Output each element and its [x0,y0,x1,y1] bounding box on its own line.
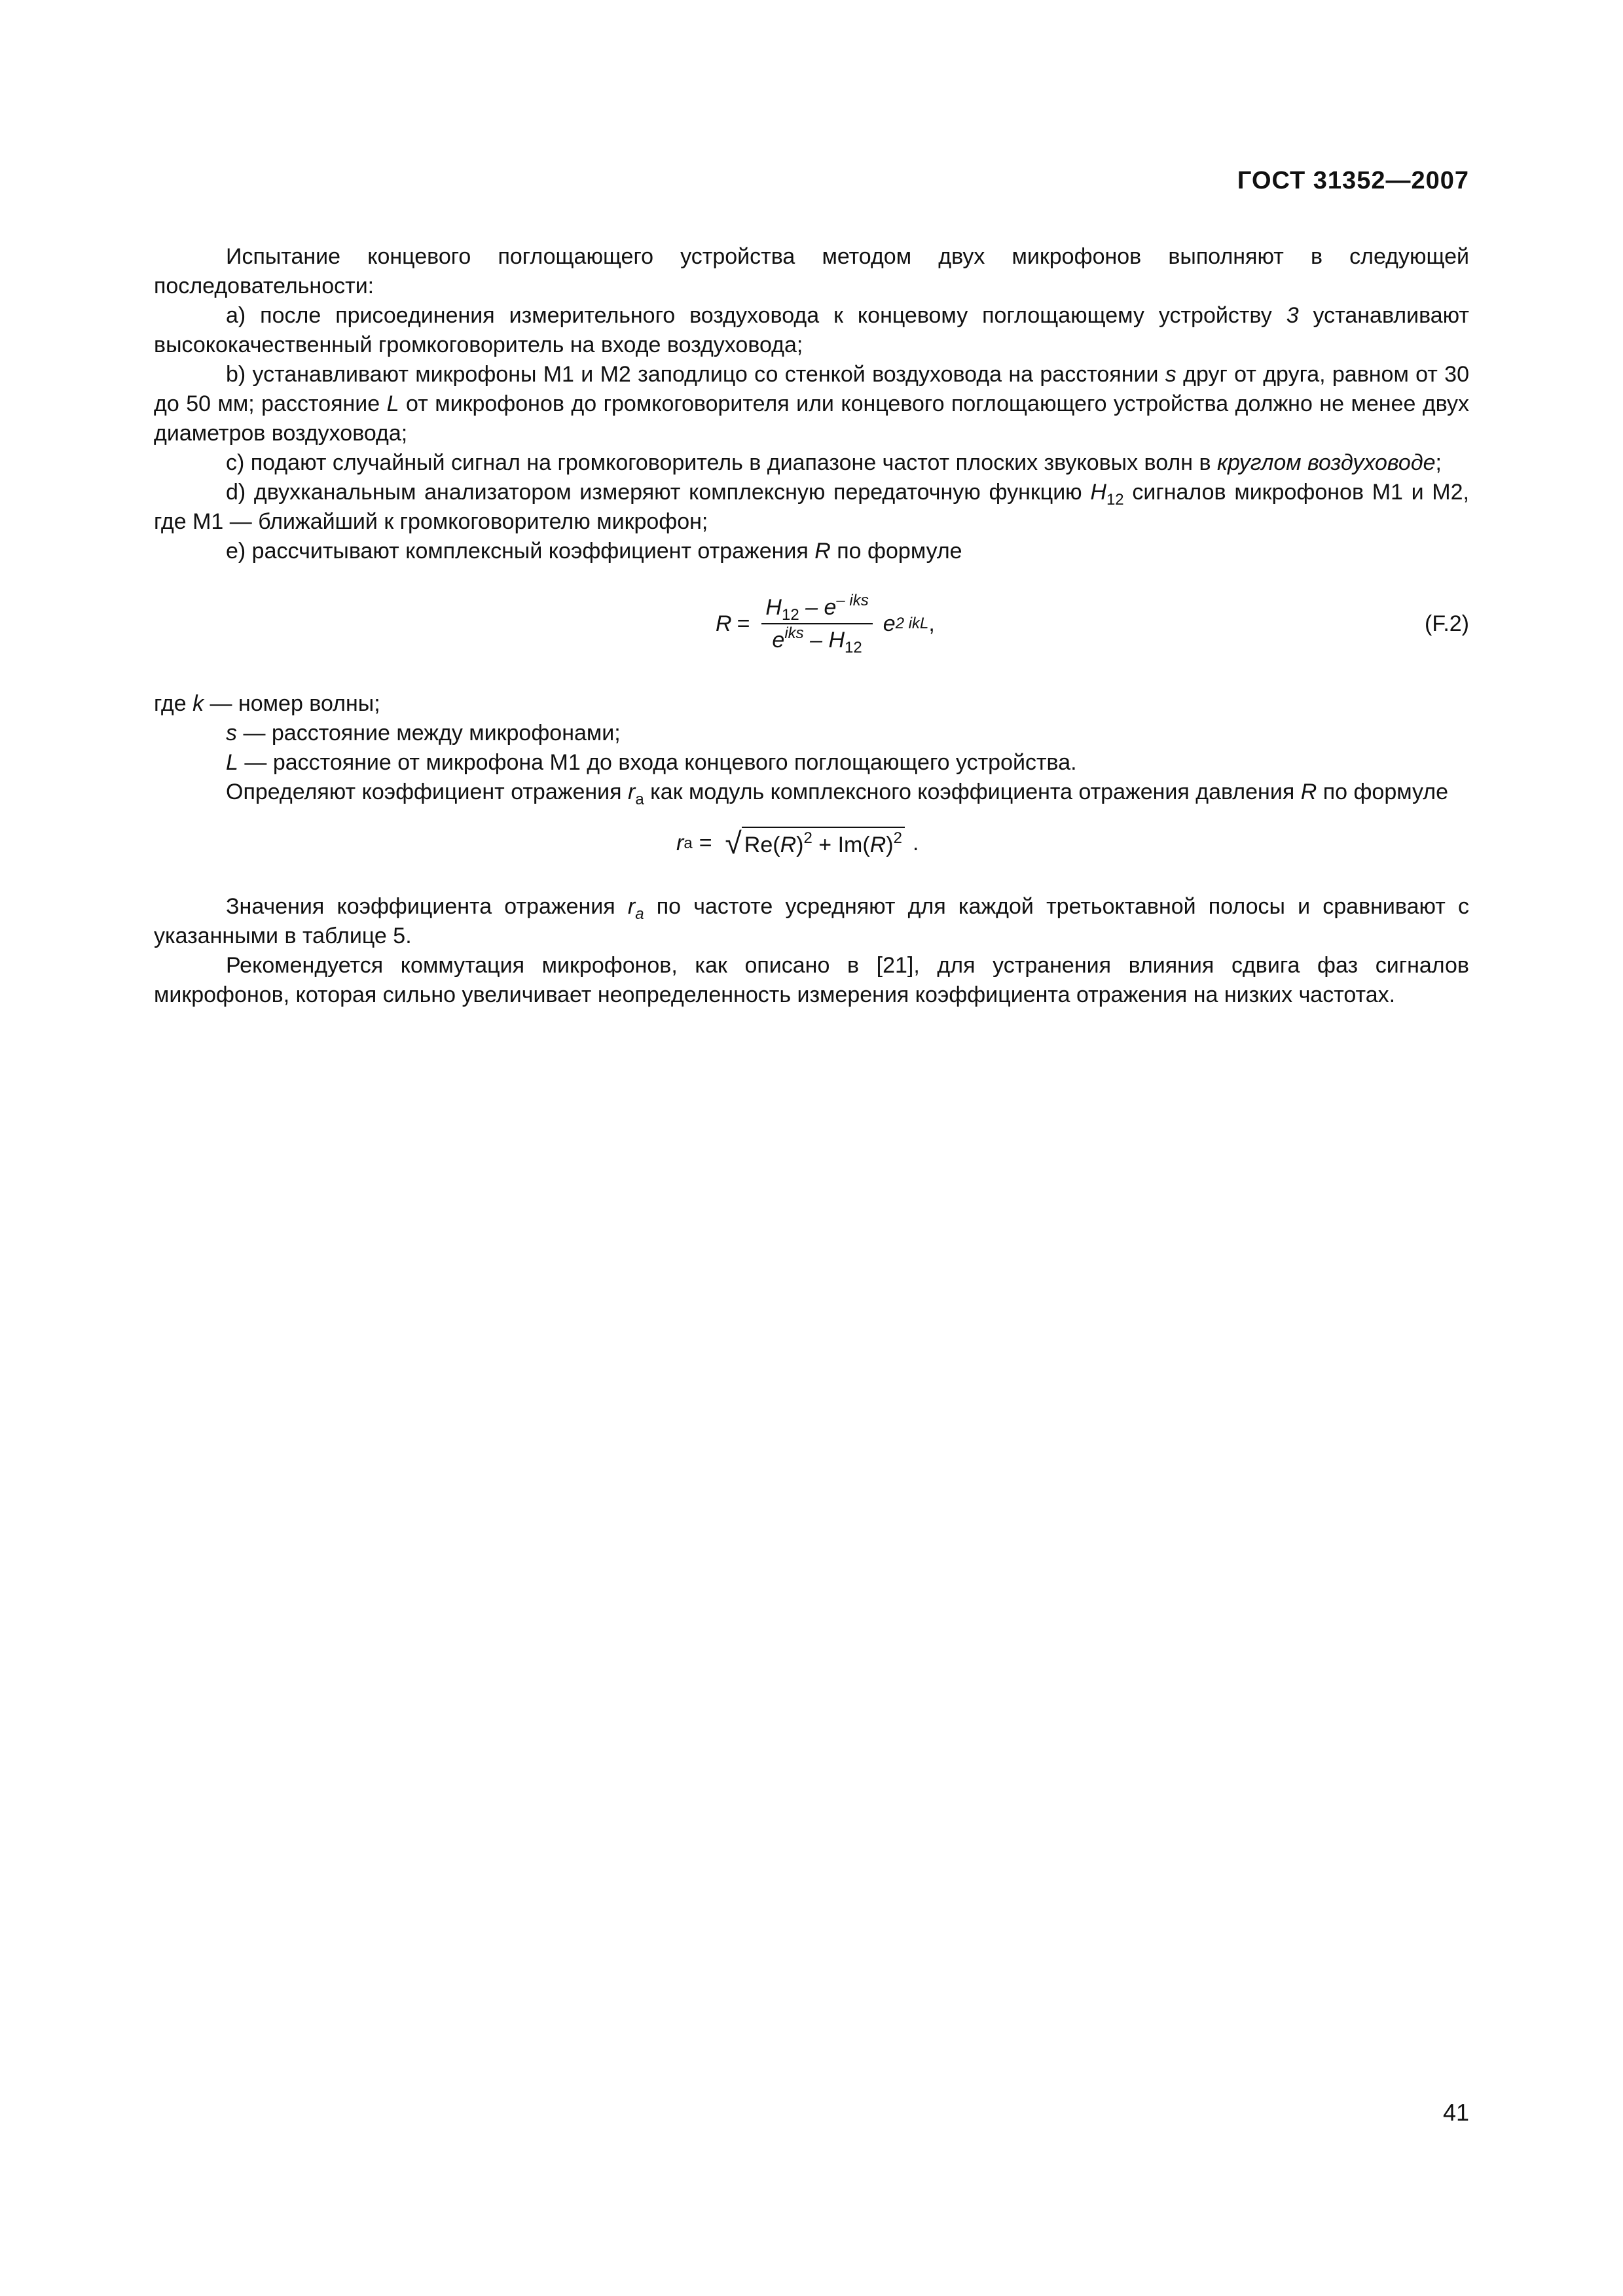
formula-f2-denominator [768,624,866,656]
define-R-symbol: R [1300,780,1317,804]
page-number: 41 [1442,2099,1469,2126]
step-d-text-2: сигналов микрофонов М1 и М2, где М1 — ближайший к громкоговорителю микрофон; [154,480,1469,534]
values-text-1: Значения коэффициента отражения [226,894,628,919]
values-text-2: по частоте усредняют для каждой третьоктавной полосы и сравнивают с указанными в таблице 5. [154,894,1469,948]
formula-f2 [154,584,1469,663]
step-b-text-3: от микрофонов до громкоговорителя или концевого поглощающего устройства должно не менее двух диаметров воздуховода; [154,391,1469,446]
step-a [154,301,1469,360]
formula-f2-multiplier: e [883,611,896,636]
formula-f2-numerator [761,594,872,624]
num-minus-e: – e [799,595,837,620]
where-L-desc: — расстояние от микрофона М1 до входа концевого поглощающего устройства. [238,750,1077,775]
where-s-desc: — расстояние между микрофонами; [237,721,621,745]
step-b-text-1: b) устанавливают микрофоны М1 и М2 заподлицо со стенкой воздуховода на расстоянии [226,362,1165,387]
where-s-symbol: s [226,721,237,745]
step-b [154,360,1469,448]
num-H: H [765,595,782,620]
define-r-symbol: r [628,780,636,804]
formula-ra [154,820,1469,872]
formula-f2-expression: R = $\frac{H_{12} - e^{- iks}}{e^{iks} - H_{12}}$ e 2 ikL , [716,592,935,656]
step-a-text-2: устанавливают высококачественный громкоговоритель на входе воздуховода; [154,303,1469,357]
formula-ra-equals: = [699,831,712,855]
symbol-H: H [1090,480,1106,505]
formula-f2-number: (F.2) [1425,611,1469,636]
step-c-text-2: ; [1435,450,1442,475]
values-r-subscript: a [635,905,644,923]
step-d-text-1: d) двухканальным анализатором измеряют комплексную передаточную функцию [226,480,1091,505]
define-text-3: по формуле [1317,780,1449,804]
where-k [154,689,1469,719]
step-d [154,478,1469,537]
where-L-symbol: L [226,750,238,775]
symbol-L: L [386,391,399,416]
radicand-sup2: 2 [893,829,902,847]
den-minus-H: – H [803,628,845,653]
step-c-text-1: с) подают случайный сигнал на громкоговоритель в диапазоне частот плоских звуковых волн в [226,450,1217,475]
values-paragraph [154,892,1469,951]
define-r-subscript: a [635,791,644,808]
symbol-H-subscript: 12 [1106,491,1124,509]
intro-paragraph: Испытание концевого поглощающего устройства методом двух микрофонов выполняют в следующей последовательности: [154,244,1469,298]
den-exponent: iks [784,624,804,642]
den-H-sub: 12 [845,639,862,656]
formula-f2-equals: = [737,611,750,636]
den-e: e [772,628,785,653]
formula-ra-expression: r a = √ $Re(R)^2 + Im(R)^2$ . [676,826,919,860]
recommend-paragraph: Рекомендуется коммутация микрофонов, как описано в [21], для устранения влияния сдвига фаз сигналов микрофонов, которая сильно увеличивает неопределенность измерения коэффициента отражения на низких частотах. [154,953,1469,1007]
step-a-text-1: а) после присоединения измерительного воздуховода к концевому поглощающему устройству [226,303,1286,328]
where-L [154,748,1469,778]
radicand-close2: ) [886,833,894,857]
define-text-1: Определяют коэффициент отражения [226,780,629,804]
formula-ra-radicand [742,827,905,860]
symbol-s: s [1165,362,1176,387]
where-k-desc: — номер волны; [204,691,380,716]
document-number: ГОСТ 31352—2007 [1237,167,1469,194]
define-paragraph [154,778,1469,807]
symbol-R: R [814,539,831,564]
formula-f2-comma: , [928,611,935,636]
num-H-sub: 12 [781,606,799,624]
radicand-R2: R [869,833,886,857]
step-a-item-number: 3 [1286,303,1299,328]
step-c [154,448,1469,478]
formula-ra-period: . [912,831,919,855]
sqrt-icon: √ [725,826,742,860]
formula-ra-lhs: r [676,831,684,855]
define-text-2: как модуль комплексного коэффициента отражения давления [644,780,1301,804]
step-e-text-1: е) рассчитывают комплексный коэффициент отражения [226,539,815,564]
document-body [154,242,1469,1010]
radicand-close1: ) [796,833,804,857]
values-r-symbol: r [627,894,636,919]
step-b-text-2: друг от друга, равном от 30 до 50 мм; расстояние [154,362,1469,416]
num-exponent: – iks [836,592,869,609]
radicand-re: Re( [744,833,780,857]
step-e [154,537,1469,566]
where-lead: где [154,691,193,716]
step-e-text-2: по формуле [830,539,962,564]
radicand-plus-im: + Im( [812,833,870,857]
radicand-sup1: 2 [803,829,812,847]
where-k-symbol: k [192,691,204,716]
formula-f2-lhs: R [716,611,732,636]
radicand-R1: R [780,833,797,857]
step-c-italic: круглом воздуховоде [1216,450,1436,475]
where-s [154,719,1469,748]
